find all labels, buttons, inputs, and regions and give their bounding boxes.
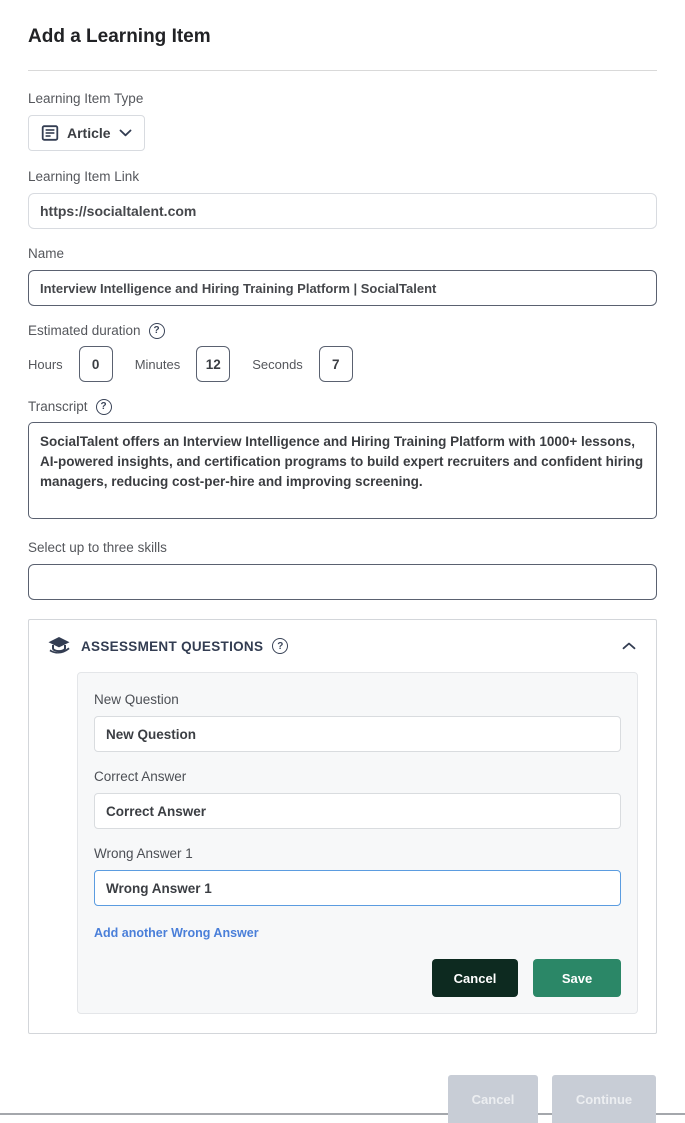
link-label: Learning Item Link [28, 169, 140, 184]
chevron-up-icon [622, 642, 636, 650]
article-icon [41, 124, 59, 142]
footer-actions [448, 1075, 656, 1123]
minutes-label: Minutes [134, 356, 181, 372]
add-wrong-answer-link[interactable]: Add another Wrong Answer [94, 926, 259, 940]
type-dropdown[interactable] [28, 115, 145, 151]
minutes-input[interactable] [196, 346, 230, 382]
question-cancel-button[interactable]: Cancel [432, 959, 518, 997]
footer-continue-button[interactable]: Continue [552, 1075, 656, 1123]
seconds-label: Seconds [252, 356, 303, 372]
panel-actions [94, 959, 621, 997]
header-divider [28, 70, 657, 71]
hours-input[interactable] [79, 346, 113, 382]
duration-label: Estimated duration [28, 323, 141, 338]
correct-answer-input[interactable] [94, 793, 621, 829]
link-input[interactable] [28, 193, 657, 229]
assessment-header[interactable] [29, 620, 656, 658]
type-label: Learning Item Type [28, 91, 144, 106]
skills-label: Select up to three skills [28, 540, 167, 555]
new-question-label: New Question [94, 692, 179, 707]
assessment-help-icon[interactable]: ? [272, 638, 288, 654]
new-question-panel [77, 672, 638, 1014]
skills-input[interactable] [28, 564, 657, 600]
transcript-textarea[interactable] [28, 422, 657, 519]
collapse-button[interactable] [618, 638, 640, 654]
type-selected-value: Article [67, 125, 111, 141]
wrong-answer-1-input[interactable] [94, 870, 621, 906]
seconds-input[interactable] [319, 346, 353, 382]
graduation-cap-icon [47, 636, 71, 656]
name-label: Name [28, 246, 65, 261]
chevron-down-icon [119, 129, 132, 137]
hours-label: Hours [28, 356, 63, 372]
assessment-title: ASSESSMENT QUESTIONS [81, 638, 264, 654]
question-save-button[interactable]: Save [533, 959, 621, 997]
wrong-answer-1-label: Wrong Answer 1 [94, 846, 193, 861]
footer-cancel-button[interactable]: Cancel [448, 1075, 538, 1123]
duration-help-icon[interactable]: ? [149, 323, 165, 339]
new-question-input[interactable] [94, 716, 621, 752]
correct-answer-label: Correct Answer [94, 769, 187, 784]
name-input[interactable] [28, 270, 657, 306]
transcript-help-icon[interactable]: ? [96, 399, 112, 415]
assessment-section [28, 619, 657, 1034]
transcript-label: Transcript [28, 399, 88, 414]
duration-row [28, 346, 657, 382]
page-title: Add a Learning Item [28, 26, 211, 47]
